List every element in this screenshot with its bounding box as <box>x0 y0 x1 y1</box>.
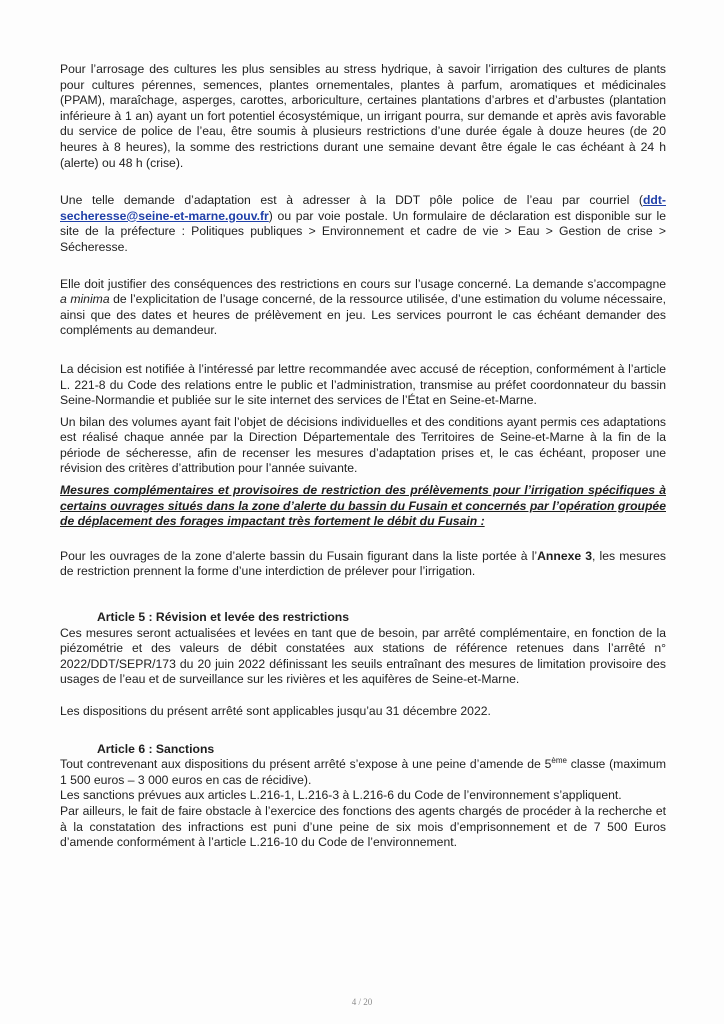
fusain-measures-heading: Mesures complémentaires et provisoires de restriction des prélèvements pour l’irrigation spécifiques à certains ouvrages situés dans la zone d’alerte du bassin du Fusain et concernés par l’opération groupée de déplacement des forages impactant très fortement le débit du Fusain : <box>60 483 666 529</box>
article-6-obstruction: Par ailleurs, le fait de faire obstacle à l’exercice des fonctions des agents chargés de procéder à la recherche et à la constatation des infractions est puni d’une peine de six mois d’emprisonnement et de 7 500 Euros d’amende conformément à l’article L.216-10 du Code de l’environnement. <box>60 803 666 850</box>
text-segment: , les mesures de restriction prennent la forme d’une interdiction de prélever pour l’irrigation. <box>60 548 666 579</box>
text-segment: Pour les ouvrages de la zone d’alerte bassin du Fusain figurant dans la liste portée à l’ <box>60 548 538 563</box>
text-segment: Une telle demande d’adaptation est à adresser à la DDT pôle police de l’eau par courriel ( <box>60 193 643 208</box>
paragraph-irrigation-adaptation: Pour l’arrosage des cultures les plus sensibles au stress hydrique, à savoir l’irrigation des cultures de plants pour cultures pérennes, semences, plantes ornementales, plantes à parfum, aromatiques et médicinales (PPAM), maraîchage, asperges, carottes, arboriculture, certaines plantations d’arbres et d’arbustes (plantation inférieure à 1 an) ayant un fort potentiel écosystémique, un irrigant pourra, sur demande et après avis favorable du service de police de l’eau, être soumis à plusieurs restrictions d’une durée égale à douze heures (de 20 heures à 8 heures), la somme des restrictions durant une semaine devant être égale le cas échéant à 24 h (alerte) ou 48 h (crise). <box>60 62 666 170</box>
article-5-title: Article 5 : Révision et levée des restrictions <box>97 610 349 625</box>
article-5-body: Ces mesures seront actualisées et levées en tant que de besoin, par arrêté complémentaire, en fonction de la piézométrie et des valeurs de débit constatées aux stations de référence retenues dans l’arrêté n° 2022/DDT/SEPR/173 du 20 juin 2022 définissant les seuils entraînant des mesures de limitation provisoire des usages de l’eau et de surveillance sur les rivières et les aquifères de Seine-et-Marne. <box>60 625 666 687</box>
email-link[interactable]: ddt-secheresse@seine-et-marne.gouv.fr <box>60 193 666 223</box>
superscript-ordinal: ème <box>551 756 567 766</box>
text-segment: Elle doit justifier des conséquences des restrictions en cours sur l’usage concerné. La demande s’accompagne <box>60 276 666 291</box>
paragraph-justification <box>60 277 666 339</box>
page-number: 4 / 20 <box>351 997 373 1007</box>
paragraph-annual-review: Un bilan des volumes ayant fait l’objet de décisions individuelles et des conditions ayant permis ces adaptations est réalisé chaque année par la Direction Départementale des Territoires de Seine-et-Marne à la fin de la période de sécheresse, afin de recenser les mesures d’adaptation prises et, le cas échéant, proposer une révision des critères d’attribution pour l’année suivante. <box>60 414 666 476</box>
text-segment: de l’explicitation de l’usage concerné, de la ressource utilisée, d’une estimation du volume nécessaire, ainsi que des dates et heures de prélèvement en jeu. Les services pourront le cas échéant demander des compléments au demandeur. <box>60 292 666 338</box>
text-segment: Tout contrevenant aux dispositions du présent arrêté s’expose à une peine d’amende de 5 <box>60 757 552 772</box>
annex-reference: Annexe 3 <box>537 548 593 563</box>
italic-phrase: a minima <box>60 292 110 307</box>
article-6-title: Article 6 : Sanctions <box>97 741 215 756</box>
text-segment: ) ou par voie postale. Un formulaire de déclaration est disponible sur le site de la préfecture : Politiques publiques > Environnement et cadre de vie > Eau > Gestion de crise > Sécheresse. <box>60 208 666 254</box>
paragraph-fusain-restrictions <box>60 549 666 580</box>
paragraph-validity: Les dispositions du présent arrêté sont applicables jusqu’au 31 décembre 2022. <box>60 704 491 718</box>
text-segment: classe (maximum 1 500 euros – 3 000 euros en cas de récidive). <box>60 757 666 787</box>
article-6-fine <box>60 757 666 788</box>
paragraph-decision-notification: La décision est notifiée à l’intéressé par lettre recommandée avec accusé de réception, conformément à l’article L. 221-8 du Code des relations entre le public et l’administration, transmise au préfet coordonnateur du bassin Seine-Normandie et publiée sur le site internet des services de l’État en Seine-et-Marne. <box>60 361 666 408</box>
article-6-sanctions: Les sanctions prévues aux articles L.216-1, L.216-3 à L.216-6 du Code de l’environnement s’appliquent. <box>60 788 622 803</box>
paragraph-request-procedure <box>60 193 666 255</box>
page-content <box>60 62 666 851</box>
